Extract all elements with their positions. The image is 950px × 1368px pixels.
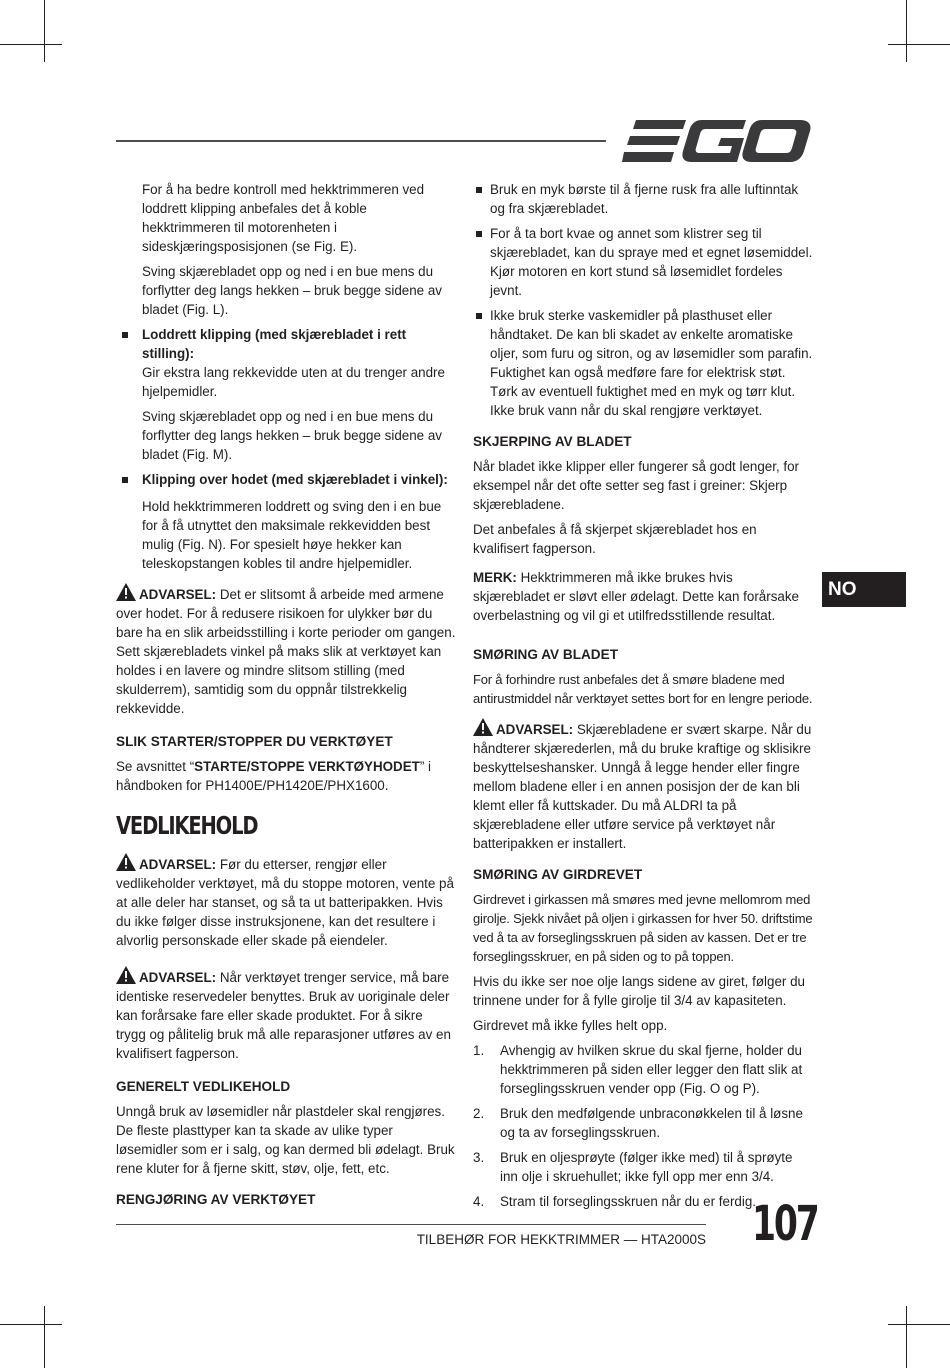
text-fragment: Se avsnittet “ <box>116 759 195 774</box>
list-item <box>473 1041 813 1098</box>
bullet-text: Bruk en myk børste til å fjerne rusk fra alle luftinntak og fra skjærebladet. <box>490 182 799 216</box>
language-tab: NO <box>822 572 906 607</box>
right-column <box>473 180 813 1217</box>
section-heading: RENGJØRING AV VERKTØYET <box>116 1192 316 1207</box>
section-heading: SMØRING AV BLADET <box>473 647 618 662</box>
footer-rule <box>116 1224 706 1225</box>
section-heading: GENERELT VEDLIKEHOLD <box>116 1079 291 1094</box>
list-item <box>473 224 813 300</box>
list-item <box>473 1104 813 1142</box>
warning-label: ADVARSEL: <box>139 857 217 872</box>
page-number: 107 <box>752 1196 818 1252</box>
text-fragment: ” i håndboken for PH1400E/PH1420E/PHX1600. <box>116 759 431 793</box>
crop-mark <box>44 0 45 62</box>
crop-mark <box>44 1306 45 1368</box>
bullet-text: Gir ekstra lang rekkevidde uten at du trenger andre hjelpemidler. <box>142 365 445 399</box>
left-column <box>116 180 456 1215</box>
crop-mark <box>888 44 950 45</box>
step-text: Avhengig av hvilken skrue du skal fjerne, holder du hekktrimmeren på siden eller legger den flatt slik at forseglingsskruen vender opp (Fig. O og P). <box>500 1043 803 1096</box>
warning-triangle-icon <box>473 718 493 736</box>
paragraph: Hvis du ikke ser noe olje langs sidene av giret, følger du trinnene under for å fylle girolje til 3/4 av kapasiteten. <box>473 974 805 1008</box>
warning-label: ADVARSEL: <box>496 722 574 737</box>
paragraph: Når bladet ikke klipper eller fungerer så godt lenger, for eksempel når det ofte setter seg fast i greiner: Skjerp skjærebladene. <box>473 459 800 512</box>
step-text: Stram til forseglingsskruen når du er ferdig. <box>500 1194 757 1209</box>
warning-text: Før du etterser, rengjør eller vedlikeholder verktøyet, må du stoppe motoren, vente på at alle deler har stanset, og så ta ut batteripakken. Hvis du ikke følger disse instruksjonene, kan det resultere i alvorlig personskade eller skade på eiendeler. <box>116 857 454 948</box>
paragraph: Sving skjærebladet opp og ned i en bue mens du forflytter deg langs hekken – bruk begge sidene av bladet (Fig. M). <box>142 409 442 462</box>
warning-paragraph <box>473 718 813 853</box>
bullet-title: Loddrett klipping (med skjærebladet i rett stilling): <box>142 327 407 361</box>
list-item <box>473 306 813 420</box>
list-item <box>473 180 813 218</box>
bullet-square-icon <box>476 313 482 319</box>
crop-mark <box>906 1306 907 1368</box>
note-label: MERK: <box>473 570 517 585</box>
section-heading: SLIK STARTER/STOPPER DU VERKTØYET <box>116 734 393 749</box>
bullet-text: For å ta bort kvae og annet som klistrer seg til skjærebladet, kan du spraye med et egnet løsemiddel. Kjør motoren en kort stund så løsemidlet fordeles jevnt. <box>490 226 813 298</box>
crop-mark <box>0 44 62 45</box>
numbered-list <box>473 1041 813 1211</box>
warning-text: Skjærebladene er svært skarpe. Når du håndterer skjærederlen, må du bruke kraftige og sklisikre beskyttelseshansker. Unngå å legge hender eller fingre mellom bladene eller i en annen posisjon der de kan bli klemt eller få kuttskader. Du må ALDRI ta på skjærebladene eller utføre service på verktøyet når batteripakken er installert. <box>473 722 812 851</box>
warning-paragraph <box>116 583 456 718</box>
note-text: Hekktrimmeren må ikke brukes hvis skjærebladet er sløvt eller ødelagt. Dette kan forårsake overbelastning og vil gi et utilfredsstillende resultat. <box>473 570 799 623</box>
warning-text: Det er slitsomt å arbeide med armene over hodet. For å redusere risikoen for ulykker bør du bare ha en slik arbeidsstilling i korte perioder om gangen. Sett skjærebladets vinkel på maks slik at verktøyet kan holdes i en lavere og mindre slitsom stilling (med skulderrem), samtidig som du oppnår tilstrekkelig rekkevidde. <box>116 587 456 716</box>
step-number: 1. <box>473 1043 485 1058</box>
step-number: 4. <box>473 1194 485 1209</box>
warning-paragraph <box>116 853 456 950</box>
ego-logo <box>622 118 812 164</box>
paragraph: Girdrevet må ikke fylles helt opp. <box>473 1018 668 1033</box>
paragraph: Sving skjærebladet opp og ned i en bue mens du forflytter deg langs hekken – bruk begge sidene av bladet (Fig. L). <box>142 264 442 317</box>
crop-mark <box>0 1324 62 1325</box>
footer-text: TILBEHØR FOR HEKKTRIMMER — HTA2000S <box>416 1232 706 1247</box>
warning-label: ADVARSEL: <box>139 970 217 985</box>
paragraph: Unngå bruk av løsemidler når plastdeler skal rengjøres. De fleste plasttyper kan ta skade av ulike typer løsemidler som er i salg, og kan dermed bli ødelagt. Bruk rene kluter for å fjerne skitt, støv, olje, fett, etc. <box>116 1104 455 1176</box>
bullet-square-icon <box>122 477 128 483</box>
bullet-title: Klipping over hodet (med skjærebladet i vinkel): <box>142 472 448 487</box>
paragraph: For å ha bedre kontroll med hekktrimmeren ved loddrett klipping anbefales det å koble hekktrimmeren til motorenheten i sideskjæringsposisjonen (se Fig. E). <box>142 182 425 254</box>
section-heading: SMØRING AV GIRDREVET <box>473 867 643 882</box>
step-number: 3. <box>473 1150 485 1165</box>
crop-mark <box>906 0 907 62</box>
bullet-square-icon <box>122 332 128 338</box>
note-paragraph <box>473 568 813 625</box>
main-heading: VEDLIKEHOLD <box>116 811 258 840</box>
paragraph: For å forhindre rust anbefales det å smøre bladene med antirustmiddel når verktøyet settes bort for en lengre periode. <box>473 672 813 706</box>
header-rule <box>116 140 606 142</box>
bullet-text: Ikke bruk sterke vaskemidler på plasthuset eller håndtaket. De kan bli skadet av enkelte aromatiske oljer, som furu og sitron, og av løsemidler som parafin. Fuktighet kan også medføre fare for elektrisk støt. Tørk av eventuell fuktighet med en myk og tørr klut. Ikke bruk vann når du skal rengjøre verktøyet. <box>490 308 813 418</box>
step-number: 2. <box>473 1106 485 1121</box>
list-item <box>116 470 456 489</box>
step-text: Bruk en oljesprøyte (følger ikke med) til å sprøyte inn olje i skruehullet; ikke fyll opp mer enn 3/4. <box>500 1150 793 1184</box>
warning-triangle-icon <box>116 966 136 984</box>
paragraph <box>116 757 456 795</box>
paragraph: Hold hekktrimmeren loddrett og sving den i en bue for å få utnyttet den maksimale rekkevidden best mulig (Fig. N). For spesielt høye hekker kan teleskopstangen kobles til andre hjelpemidler. <box>142 499 442 571</box>
bullet-square-icon <box>476 187 482 193</box>
list-item <box>473 1148 813 1186</box>
text-fragment-bold: STARTE/STOPPE VERKTØYHODET <box>194 759 420 774</box>
warning-text: Når verktøyet trenger service, må bare identiske reservedeler benyttes. Bruk av uoriginale deler kan forårsake fare eller skade produktet. For å sikre trygg og pålitelig bruk må alle reparasjoner utføres av en kvalifisert fagperson. <box>116 970 451 1061</box>
crop-mark <box>888 1324 950 1325</box>
bullet-square-icon <box>476 231 482 237</box>
warning-paragraph <box>116 966 456 1063</box>
step-text: Bruk den medfølgende unbraconøkkelen til å løsne og ta av forseglingsskruen. <box>500 1106 803 1140</box>
warning-triangle-icon <box>116 853 136 871</box>
paragraph: Det anbefales å få skjerpet skjærebladet hos en kvalifisert fagperson. <box>473 522 757 556</box>
list-item <box>116 325 456 401</box>
paragraph: Girdrevet i girkassen må smøres med jevne mellomrom med girolje. Sjekk nivået på oljen i girkassen for hver 50. driftstime ved å ta av forseglingsskruen på siden av kassen. Det er tre forseglingsskruer, en på siden og to på toppen. <box>473 892 813 964</box>
warning-label: ADVARSEL: <box>139 587 217 602</box>
section-heading: SKJERPING AV BLADET <box>473 434 632 449</box>
warning-triangle-icon <box>116 583 136 601</box>
